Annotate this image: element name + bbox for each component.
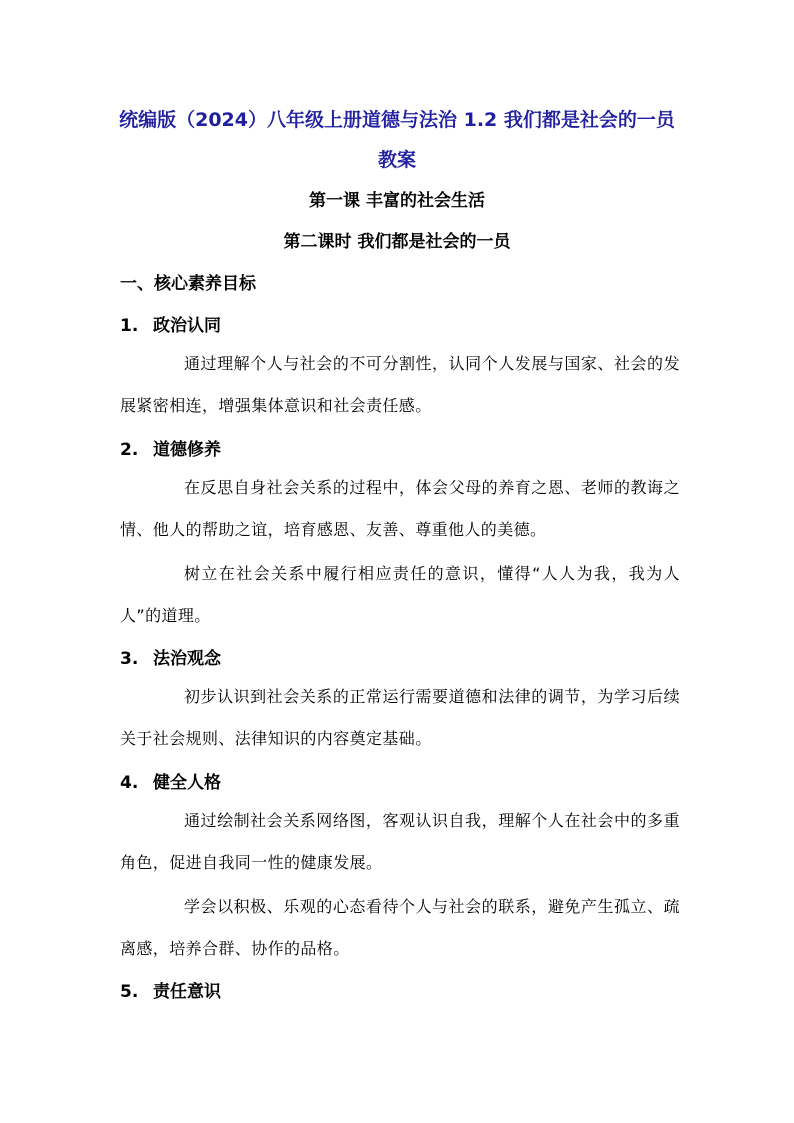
document-title: 统编版（2024）八年级上册道德与法治 1.2 我们都是社会的一员 — [119, 109, 675, 131]
item-number: 5. — [120, 982, 139, 1002]
lesson-title: 第一课 丰富的社会生活 — [309, 191, 485, 211]
item-number: 4. — [120, 773, 139, 793]
item-heading-text: 法治观念 — [153, 649, 221, 669]
document-title-continued: 教案 — [377, 149, 416, 171]
item-heading-text: 道德修养 — [153, 440, 221, 460]
item-heading-text: 健全人格 — [153, 773, 221, 793]
item-number: 2. — [120, 440, 139, 460]
paragraph: 初步认识到社会关系的正常运行需要道德和法律的调节，为学习后续关于社会规则、法律知识的内容奠定基础。 — [120, 687, 680, 748]
item-heading-text: 责任意识 — [153, 982, 221, 1002]
item-heading — [120, 772, 221, 794]
paragraph: 通过理解个人与社会的不可分割性，认同个人发展与国家、社会的发展紧密相连，增强集体意识和社会责任感。 — [120, 354, 680, 415]
section-heading: 一、核心素养目标 — [120, 274, 256, 294]
item-heading — [120, 315, 221, 337]
item-number: 1. — [120, 316, 139, 336]
paragraph: 树立在社会关系中履行相应责任的意识，懂得“人人为我，我为人人”的道理。 — [120, 564, 680, 625]
item-heading — [120, 981, 221, 1003]
paragraph: 通过绘制社会关系网络图，客观认识自我，理解个人在社会中的多重角色，促进自我同一性的健康发展。 — [120, 811, 680, 872]
period-title: 第二课时 我们都是社会的一员 — [283, 232, 511, 252]
paragraph: 学会以积极、乐观的心态看待个人与社会的联系，避免产生孤立、疏离感，培养合群、协作的品格。 — [120, 897, 680, 958]
item-heading — [120, 439, 221, 461]
paragraph: 在反思自身社会关系的过程中，体会父母的养育之恩、老师的教诲之情、他人的帮助之谊，培育感恩、友善、尊重他人的美德。 — [120, 478, 680, 539]
item-heading — [120, 648, 221, 670]
item-number: 3. — [120, 649, 139, 669]
item-heading-text: 政治认同 — [153, 316, 221, 336]
